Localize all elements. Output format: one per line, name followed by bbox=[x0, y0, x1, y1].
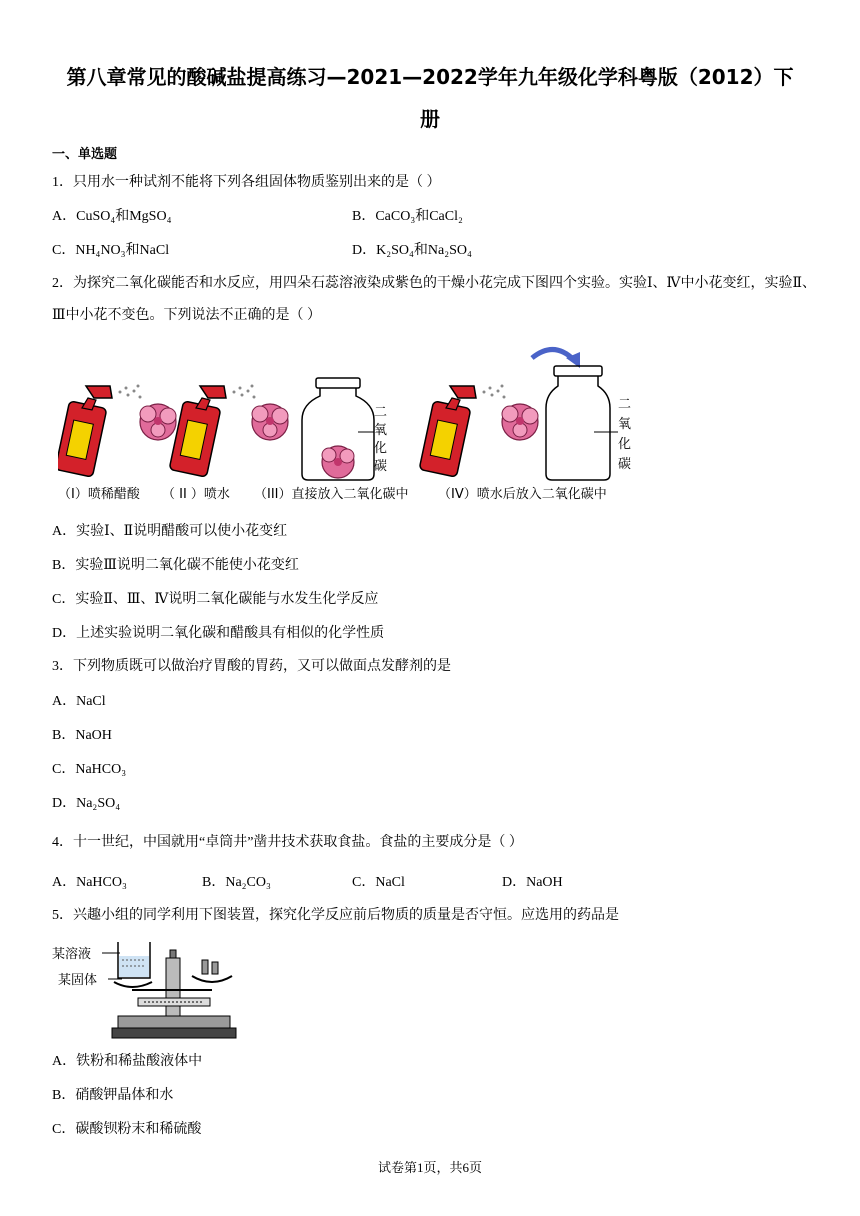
q5-option-a: A．铁粉和稀盐酸液体中 bbox=[52, 1054, 203, 1069]
q5-balance-figure bbox=[52, 936, 242, 1042]
jar-label-char: 二 bbox=[374, 405, 388, 420]
jar-4-label bbox=[618, 397, 631, 472]
q5-option-b: B．硝酸钾晶体和水 bbox=[52, 1088, 174, 1103]
q4-option-b: B．Na₂CO₃ bbox=[202, 875, 271, 890]
question-1-stem: 1．只用水一种试剂不能将下列各组固体物质鉴别出来的是（ ） bbox=[52, 175, 441, 190]
jar-label-char: 碳 bbox=[618, 457, 632, 472]
page-title bbox=[40, 56, 820, 140]
q1-option-b: B．CaCO₃和CaCl₂ bbox=[352, 209, 463, 224]
spray-bottle-icon bbox=[58, 386, 112, 477]
q3-option-b: B．NaOH bbox=[52, 728, 112, 743]
q4-option-a: A．NaHCO₃ bbox=[52, 875, 127, 890]
jar-label-char: 碳 bbox=[374, 459, 388, 474]
label-solution: 某溶液 bbox=[52, 947, 92, 962]
beaker-icon bbox=[118, 942, 150, 978]
question-5-stem: 5．兴趣小组的同学利用下图装置，探究化学反应前后物质的质量是否守恒。应选用的药品是 bbox=[52, 908, 619, 923]
q1-option-d: D．K₂SO₄和Na₂SO₄ bbox=[352, 243, 472, 258]
caption-2: （ II ）喷水 bbox=[162, 487, 230, 502]
flower-icon bbox=[140, 404, 176, 440]
title-line-2: 册 bbox=[420, 107, 440, 131]
gas-jar-icon bbox=[546, 366, 610, 480]
q5-option-c: C．碳酸钡粉末和稀硫酸 bbox=[52, 1122, 202, 1137]
q4-option-c: C．NaCl bbox=[352, 875, 405, 890]
flower-icon bbox=[502, 404, 538, 440]
spray-mist-icon bbox=[233, 385, 256, 399]
flower-icon bbox=[252, 404, 288, 440]
label-solid: 某固体 bbox=[58, 973, 98, 988]
q2-option-d: D．上述实验说明二氧化碳和醋酸具有相似的化学性质 bbox=[52, 626, 385, 641]
section-heading: 一、单选题 bbox=[52, 147, 118, 162]
spray-bottle-icon bbox=[419, 386, 476, 477]
q2-option-c: C．实验Ⅱ、Ⅲ、Ⅳ说明二氧化碳能与水发生化学反应 bbox=[52, 592, 379, 607]
q2-option-b: B．实验Ⅲ说明二氧化碳不能使小花变红 bbox=[52, 558, 299, 573]
spray-mist-icon bbox=[483, 385, 506, 399]
jar-label-char: 氧 bbox=[374, 423, 388, 438]
question-2-stem: 2．为探究二氧化碳能否和水反应，用四朵石蕊溶液染成紫色的干燥小花完成下图四个实验。实验Ⅰ、Ⅳ中小花变红，实验Ⅱ、Ⅲ中小花不变色。下列说法不正确的是（ ） bbox=[52, 276, 817, 323]
question-4-stem: 4．十一世纪，中国就用“卓筒井”凿井技术获取食盐。食盐的主要成分是（ ） bbox=[52, 835, 523, 850]
spray-mist-icon bbox=[119, 385, 142, 399]
jar-label-char: 氧 bbox=[618, 417, 632, 432]
jar-label-char: 化 bbox=[618, 437, 632, 452]
q1-option-c: C．NH₄NO₃和NaCl bbox=[52, 243, 170, 258]
q4-option-d: D．NaOH bbox=[502, 875, 563, 890]
q3-option-c: C．NaHCO₃ bbox=[52, 762, 127, 777]
q2-option-a: A．实验Ⅰ、Ⅱ说明醋酸可以使小花变红 bbox=[52, 524, 288, 539]
title-line-1: 第八章常见的酸碱盐提高练习—2021—2022学年九年级化学科粤版（2012）下 bbox=[66, 65, 794, 89]
jar-label-char: 二 bbox=[618, 397, 632, 412]
caption-1: （I）喷稀醋酸 bbox=[58, 487, 140, 502]
flower-icon bbox=[322, 446, 354, 478]
caption-3: （III）直接放入二氧化碳中 bbox=[254, 487, 409, 502]
question-3-stem: 3．下列物质既可以做治疗胃酸的胃药，又可以做面点发酵剂的是 bbox=[52, 659, 451, 674]
page-footer: 试卷第1页，共6页 bbox=[377, 1160, 482, 1175]
jar-3-label bbox=[374, 405, 387, 474]
jar-label-char: 化 bbox=[374, 441, 388, 456]
caption-4: （IV）喷水后放入二氧化碳中 bbox=[438, 487, 607, 502]
q3-option-d: D．Na₂SO₄ bbox=[52, 796, 121, 811]
q1-option-a: A．CuSO₄和MgSO₄ bbox=[52, 209, 172, 224]
curved-arrow-icon bbox=[532, 349, 580, 368]
q3-option-a: A．NaCl bbox=[52, 694, 106, 709]
q2-experiment-figure bbox=[58, 338, 658, 506]
spray-bottle-icon bbox=[169, 386, 226, 477]
